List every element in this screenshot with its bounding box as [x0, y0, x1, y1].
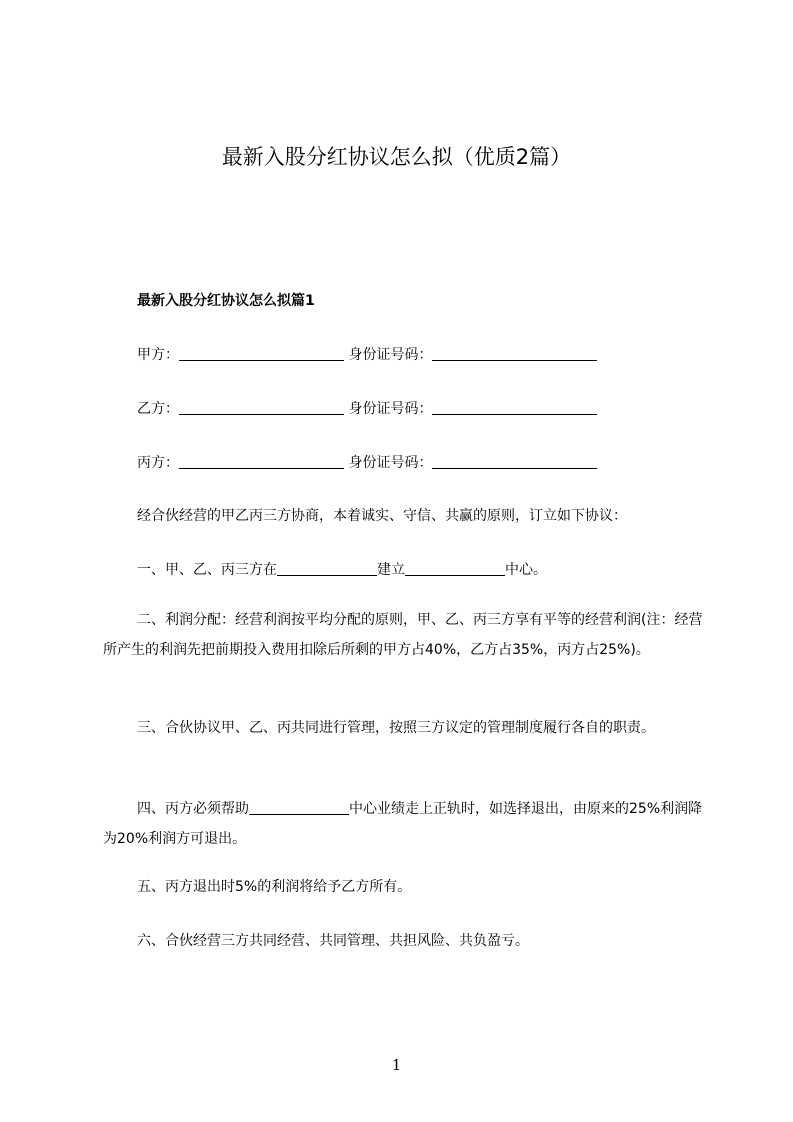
- party-c-id-blank: [432, 454, 597, 469]
- clause-4-part2: 中心业绩走上正轨时，如选择退出，由原来的25%利润降为20%利润方可退出。: [103, 801, 703, 847]
- clause-4-blank: [249, 800, 349, 815]
- clause-1-part2: 建立: [377, 562, 405, 578]
- clause-1-location-blank: [277, 561, 377, 576]
- party-c-line: [137, 452, 597, 474]
- clause-3: 三、合伙协议甲、乙、丙共同进行管理，按照三方议定的管理制度履行各自的职责。: [137, 720, 655, 736]
- clause-2: 二、利润分配：经营利润按平均分配的原则，甲、乙、丙三方享有平等的经营利润(注：经营所产生的利润先把前期投入费用扣除后所剩的甲方占40%，乙方占35%，丙方占25%)。: [103, 612, 703, 658]
- clause-1: [137, 559, 547, 581]
- party-a-id-blank: [432, 346, 597, 361]
- party-b-line: [137, 398, 597, 420]
- clause-1-part3: 中心。: [505, 562, 547, 578]
- clause-1-center-blank: [405, 561, 505, 576]
- clause-4-part1: 四、丙方必须帮助: [137, 801, 249, 817]
- clause-6: 六、合伙经营三方共同经营、共同管理、共担风险、共负盈亏。: [137, 933, 529, 949]
- party-a-name-blank: [179, 346, 344, 361]
- clause-5: 五、丙方退出时5%的利润将给予乙方所有。: [137, 879, 412, 895]
- preamble: 经合伙经营的甲乙丙三方协商，本着诚实、守信、共赢的原则，订立如下协议：: [137, 508, 627, 524]
- party-c-label: 丙方：: [137, 455, 179, 471]
- section-heading: 最新入股分红协议怎么拟篇1: [137, 293, 315, 309]
- party-a-id-label: 身份证号码：: [348, 347, 433, 363]
- page-number: 1: [391, 1056, 402, 1074]
- party-a-label: 甲方：: [137, 347, 179, 363]
- party-c-name-blank: [179, 454, 344, 469]
- page-title: 最新入股分红协议怎么拟（优质2篇）: [221, 145, 572, 169]
- clause-1-part1: 一、甲、乙、丙三方在: [137, 562, 277, 578]
- clause-4: [103, 794, 703, 854]
- party-b-label: 乙方：: [137, 401, 179, 417]
- party-b-id-label: 身份证号码：: [348, 401, 433, 417]
- party-b-id-blank: [432, 400, 597, 415]
- party-b-name-blank: [179, 400, 344, 415]
- party-c-id-label: 身份证号码：: [348, 455, 433, 471]
- party-a-line: [137, 344, 597, 366]
